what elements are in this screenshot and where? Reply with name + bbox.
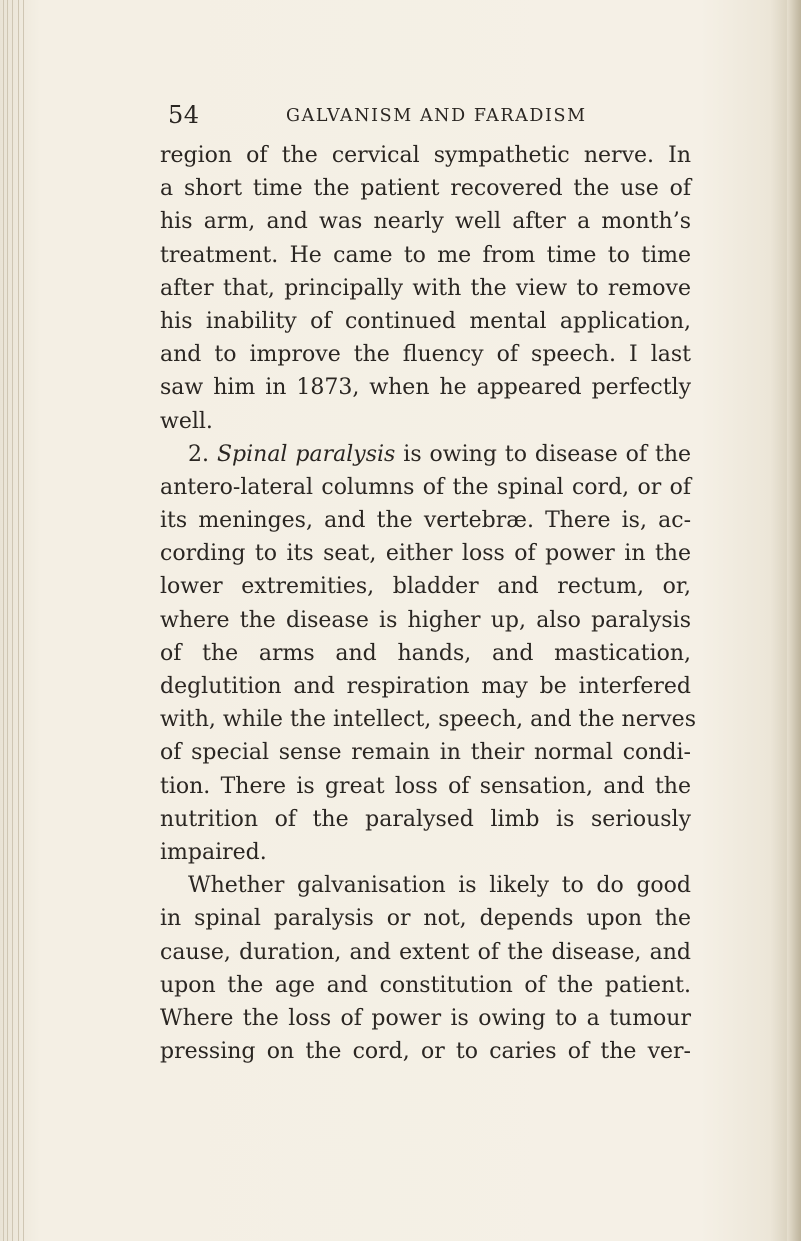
text-line: Where the loss of power is owing to a tumour [160,1005,691,1031]
page-header [168,100,588,130]
text-line: after that, principally with the view to remove [160,275,691,301]
text-line: upon the age and constitution of the patient. [160,972,691,998]
text-line: of the arms and hands, and mastication, [160,640,691,666]
section-number: 2. [188,441,209,467]
text-line: well. [160,408,213,434]
text-line: lower extremities, bladder and rectum, or, [160,574,691,600]
text-line: nutrition of the paralysed limb is seriously [160,806,691,832]
text-line: cause, duration, and extent of the disease, and [160,939,691,965]
text-line: a short time the patient recovered the use of [160,176,691,202]
text-line: saw him in 1873, when he appeared perfectly [160,375,691,401]
section-text: is owing to disease of the [403,441,692,467]
text-line: Whether galvanisation is likely to do good [188,873,691,899]
page-edge-shadow [787,0,801,1241]
text-line: and to improve the fluency of speech. I last [160,342,691,368]
page-number: 54 [168,101,200,129]
text-line: deglutition and respiration may be interfered [160,674,691,699]
text-line: tion. There is great loss of sensation, and the [160,773,691,799]
page-gutter [0,0,26,1241]
section-title: Spinal paralysis [216,441,396,467]
text-line: where the disease is higher up, also paralysis [160,607,691,633]
text-line: with, while the intellect, speech, and the nerves [160,707,696,733]
text-line: its meninges, and the vertebræ. There is, ac- [160,508,691,534]
text-line: of special sense remain in their normal condi- [160,740,691,766]
text-line: impaired. [160,839,267,865]
running-head: GALVANISM AND FARADISM [286,106,587,126]
text-line: treatment. He came to me from time to time [160,242,691,268]
text-line: in spinal paralysis or not, depends upon the [160,906,691,932]
text-line: his inability of continued mental application, [160,308,691,334]
text-line: his arm, and was nearly well after a month’s [160,209,691,235]
text-line: pressing on the cord, or to caries of the ver- [160,1039,691,1065]
section-heading-line [160,438,691,471]
text-line: region of the cervical sympathetic nerve. In [160,143,691,168]
text-line: cording to its seat, either loss of power in the [160,541,691,567]
body-text [160,139,696,1068]
text-line: antero-lateral columns of the spinal cord, or of [160,474,691,500]
